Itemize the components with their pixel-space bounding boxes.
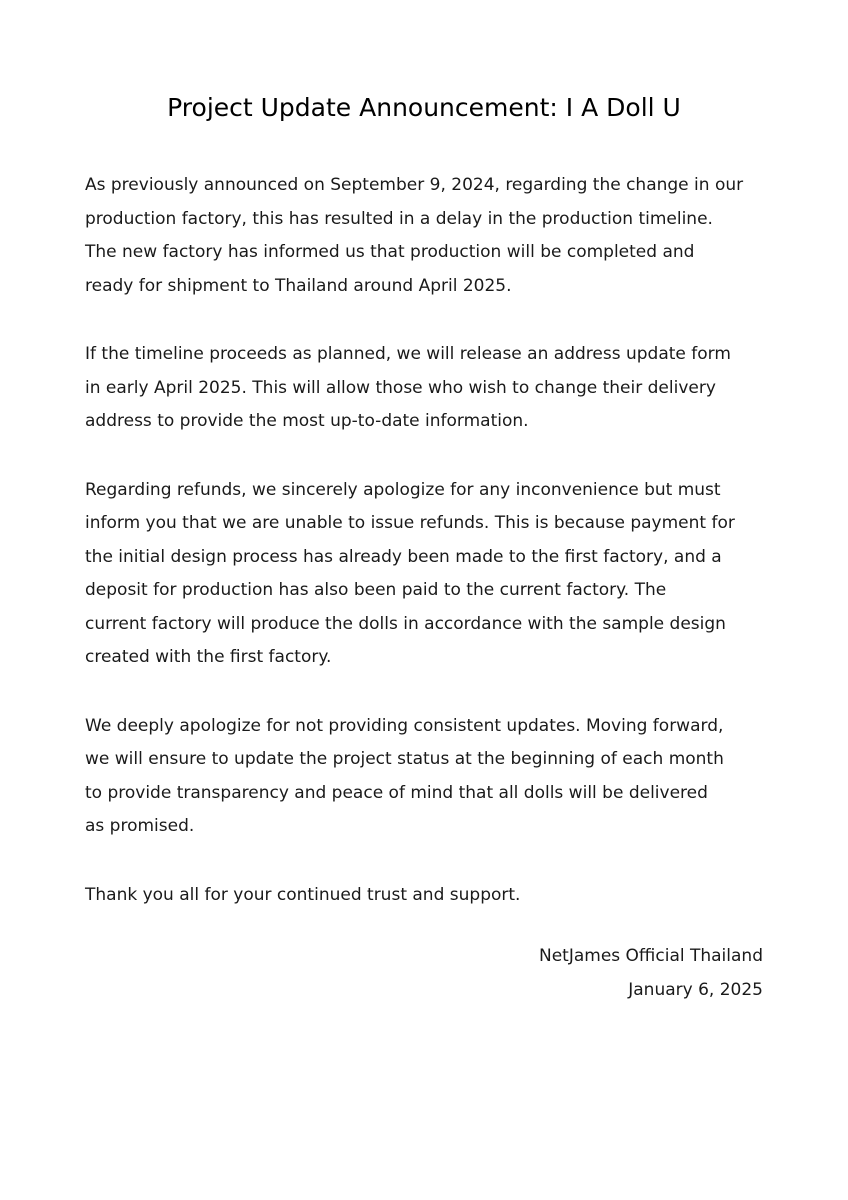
text-line: created with the first factory. [85,647,332,667]
text-line: the initial design process has already been made to the first factory, and a [85,546,722,567]
text-line: The new factory has informed us that production will be completed and [85,242,695,262]
text-line: production factory, this has resulted in a delay in the production timeline. [85,208,713,229]
text-line: deposit for production has also been paid to the current factory. The [85,580,667,600]
paragraph-address-update [85,338,775,439]
text-line: inform you that we are unable to issue refunds. This is because payment for [85,513,735,533]
text-line: We deeply apologize for not providing consistent updates. Moving forward, [85,715,724,736]
text-line: Regarding refunds, we sincerely apologize for any inconvenience but must [85,479,721,500]
paragraph-factory-change [85,169,775,303]
text-line: we will ensure to update the project status at the beginning of each month [85,749,724,769]
paragraph-thanks [85,879,775,913]
signature-date: January 6, 2025 [628,979,763,1000]
text-line: current factory will produce the dolls in accordance with the sample design [85,613,726,634]
text-line: ready for shipment to Thailand around April 2025. [85,275,512,296]
text-line: Thank you all for your continued trust and support. [85,884,521,905]
text-line: to provide transparency and peace of mind that all dolls will be delivered [85,782,708,803]
signature-block [539,940,763,1007]
text-line: If the timeline proceeds as planned, we will release an address update form [85,344,731,364]
paragraph-refunds [85,474,775,675]
text-line: As previously announced on September 9, 2024, regarding the change in our [85,175,744,195]
text-line: in early April 2025. This will allow those who wish to change their delivery [85,377,716,398]
page-title: Project Update Announcement: I A Doll U [167,93,681,122]
text-line: address to provide the most up-to-date information. [85,411,529,431]
announcement-body [85,169,775,947]
paragraph-apology [85,710,775,844]
text-line: as promised. [85,816,195,836]
signature-name: NetJames Official Thailand [539,946,763,966]
